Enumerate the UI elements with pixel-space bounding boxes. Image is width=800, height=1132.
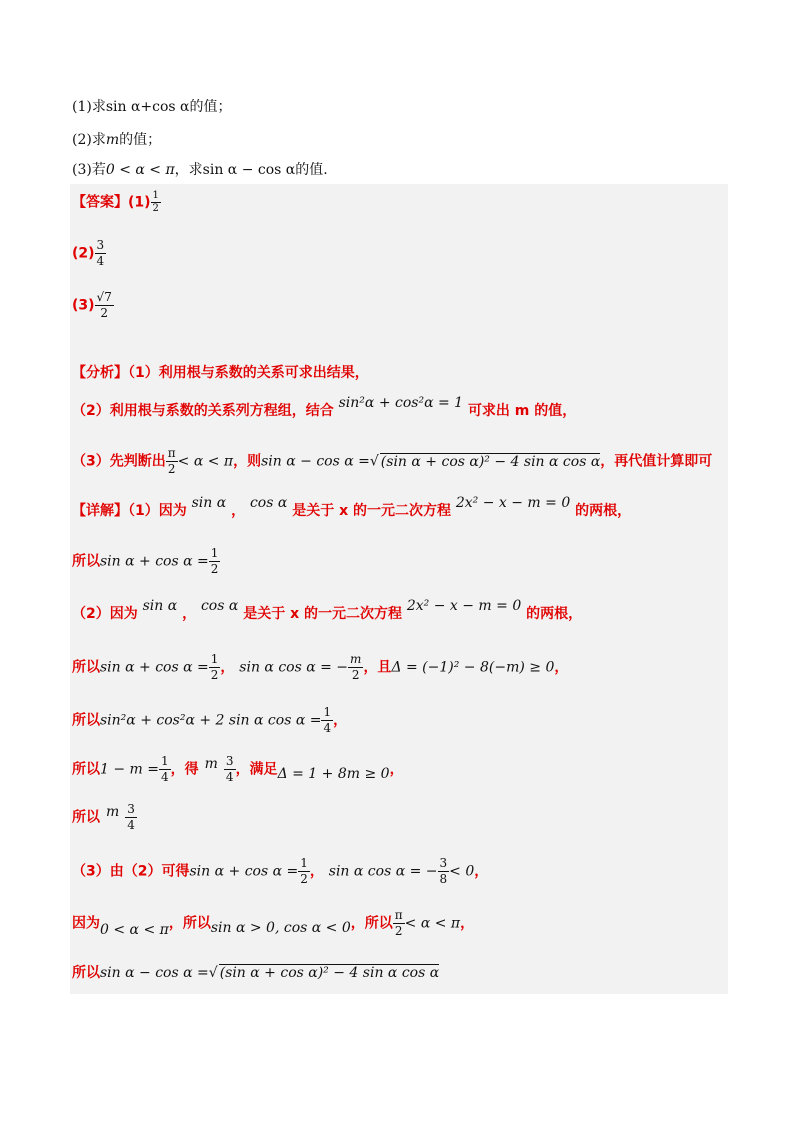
detail-because: 因为 <box>72 915 100 932</box>
q2-variable: m <box>105 132 120 148</box>
detail-s6-sum: sin α + cos α = <box>189 863 299 880</box>
answer-line-3 <box>72 290 114 321</box>
m-half-den: 2 <box>351 668 360 682</box>
detail-s4-get: ，得 <box>170 761 199 778</box>
detail-comma-2: ， <box>554 659 569 676</box>
pi-half-den-2: 2 <box>394 924 403 938</box>
detail-s6-product: sin α cos α = − <box>328 863 438 880</box>
answer-1-den: 2 <box>152 203 159 214</box>
q3-number: (3)若 <box>72 162 106 178</box>
three-eighth-num: 3 <box>439 856 448 870</box>
answer-2-num: 3 <box>96 238 105 252</box>
analysis-line-2 <box>72 395 577 420</box>
half-num-2: 1 <box>210 652 219 666</box>
q1-number: (1)求 <box>72 99 106 115</box>
question-2 <box>72 130 161 150</box>
m-half-fraction <box>348 652 363 683</box>
detail-sin: sin α <box>191 495 227 511</box>
quarter-num: 1 <box>323 705 332 719</box>
analysis-p2-expression: sin²α + cos²α = 1 <box>338 395 464 411</box>
detail-cos: cos α <box>249 495 288 511</box>
q2-tail: 的值； <box>119 132 162 148</box>
detail-comma-5: ， <box>309 863 324 880</box>
answer-3-num: √7 <box>96 290 112 304</box>
detail-comma-4: ， <box>389 761 404 778</box>
quarter-num-2: 1 <box>161 754 169 768</box>
analysis-p3-then: ，则 <box>233 453 262 470</box>
detail-so-6: 所以 <box>72 965 100 981</box>
answer-line-1 <box>72 190 161 215</box>
detail-s4-m: m <box>204 755 218 772</box>
detail-s8-radicand: (sin α + cos α)² − 4 sin α cos α <box>219 965 440 981</box>
three-eighth-den: 8 <box>439 872 448 886</box>
three-eighth-fraction <box>438 856 450 887</box>
analysis-line-3: （3）先判断出 $\frac{\pi}{2}$ < α < π，则sin α − cos α =√ (sin α + cos α)² − 4 sin α cos α，再代值计算即可 <box>72 446 713 476</box>
pi-half-num: π <box>167 446 176 460</box>
pi-half-num-2: π <box>394 908 403 922</box>
detail-s7-signs: sin α > 0, cos α < 0 <box>210 919 351 936</box>
detail-s7-tail: < α < π <box>404 915 461 932</box>
detail-line-2 <box>72 546 220 577</box>
half-fraction <box>209 546 221 577</box>
detail-s8-lhs: sin α − cos α = <box>100 965 209 981</box>
half-den-3: 2 <box>300 872 308 886</box>
pi-half-den: 2 <box>167 462 176 476</box>
detail-d1-a: （1）因为 <box>128 503 187 519</box>
half-den: 2 <box>210 562 219 576</box>
detail-d1-b: 是关于 x 的一元二次方程 <box>292 503 451 519</box>
detail-so-4: 所以 <box>72 761 100 778</box>
detail-s6-tail: < 0 <box>449 863 475 880</box>
analysis-p2-b: 可求出 m 的值， <box>467 403 577 419</box>
detail-tag: 【详解】 <box>72 503 128 519</box>
half-fraction-2 <box>209 652 221 683</box>
q3-condition: 0 < α < π <box>105 162 175 178</box>
detail-sin-2: sin α <box>142 598 178 614</box>
three-quarter-num: 3 <box>225 754 234 768</box>
question-3 <box>72 160 328 180</box>
detail-s1: sin α + cos α = <box>100 553 209 570</box>
answer-line-2 <box>72 238 106 269</box>
detail-d2-b: 是关于 x 的一元二次方程 <box>243 606 402 622</box>
half-den-2: 2 <box>210 668 219 682</box>
detail-sep-2: ， <box>182 606 197 622</box>
detail-s2-delta: Δ = (−1)² − 8(−m) ≥ 0 <box>391 659 555 676</box>
detail-s4-lhs: 1 − m = <box>100 761 159 778</box>
detail-s7-so: ，所以 <box>168 915 211 932</box>
three-quarter-den-2: 4 <box>127 818 135 832</box>
answer-3-label: (3) <box>72 297 95 314</box>
detail-so-3: 所以 <box>72 712 100 729</box>
analysis-p2-a: （2）利用根与系数的关系列方程组，结合 <box>72 403 334 419</box>
three-quarter-den: 4 <box>225 770 234 784</box>
detail-d2-c: 的两根， <box>526 606 583 622</box>
quarter-fraction-2 <box>159 754 171 785</box>
detail-d3-a: （3）由（2）可得 <box>72 863 190 880</box>
answer-1-fraction <box>151 190 161 215</box>
detail-line-1 <box>72 495 632 520</box>
half-num-3: 1 <box>300 856 308 870</box>
question-1 <box>72 97 232 117</box>
detail-line-8 <box>72 856 488 887</box>
detail-comma-6: ， <box>474 863 489 880</box>
analysis-p3-condition: < α < π <box>177 453 234 470</box>
detail-equation: 2x² − x − m = 0 <box>455 495 571 511</box>
quarter-fraction <box>321 705 333 736</box>
detail-s7-condition: 0 < α < π <box>100 921 169 938</box>
detail-line-9 <box>72 908 474 939</box>
detail-comma: ， <box>220 659 235 676</box>
detail-s4-satisfy: ，满足 <box>235 761 278 778</box>
half-fraction-3 <box>298 856 310 887</box>
detail-so-5: 所以 <box>72 809 100 826</box>
analysis-p3-a: （3）先判断出 <box>72 453 166 470</box>
detail-line-10: 所以sin α − cos α =√ (sin α + cos α)² − 4 sin α cos α <box>72 965 440 981</box>
q3-expression: sin α − cos α <box>202 162 296 178</box>
detail-so: 所以 <box>72 553 100 570</box>
detail-s1-2: sin α + cos α = <box>100 659 209 676</box>
answer-2-den: 4 <box>96 254 105 268</box>
analysis-tag: 【分析】 <box>72 365 128 381</box>
detail-comma-7: ， <box>460 915 475 932</box>
q2-number: (2)求 <box>72 132 106 148</box>
answer-2-label: (2) <box>72 245 95 262</box>
detail-line-4 <box>72 652 568 683</box>
analysis-line-1 <box>72 362 369 382</box>
detail-s3: sin²α + cos²α + 2 sin α cos α = <box>100 712 322 729</box>
three-quarter-fraction-2 <box>125 802 137 833</box>
half-num: 1 <box>210 546 219 560</box>
pi-half-fraction-2 <box>393 908 405 939</box>
detail-s4-delta: Δ = 1 + 8m ≥ 0 <box>277 765 390 782</box>
analysis-p3-b: ，再代值计算即可 <box>600 453 713 470</box>
detail-line-7 <box>72 802 137 833</box>
three-quarter-fraction <box>224 754 236 785</box>
detail-equation-2: 2x² − x − m = 0 <box>406 598 522 614</box>
detail-line-5 <box>72 705 347 736</box>
detail-line-3 <box>72 598 583 623</box>
answer-3-fraction <box>95 290 114 321</box>
detail-d2-a: （2）因为 <box>72 606 138 622</box>
detail-line-6 <box>72 754 404 785</box>
pi-half-fraction <box>166 446 178 477</box>
quarter-den: 4 <box>323 721 332 735</box>
q3-tail: 的值. <box>295 162 328 178</box>
detail-s7-so-2: ，所以 <box>350 915 393 932</box>
detail-s2-product: sin α cos α = − <box>239 659 349 676</box>
detail-s2-and: ，且 <box>363 659 392 676</box>
detail-so-2: 所以 <box>72 659 100 676</box>
detail-d1-c: 的两根， <box>575 503 632 519</box>
quarter-den-2: 4 <box>161 770 169 784</box>
m-half-num: m <box>350 652 362 666</box>
analysis-p1: （1）利用根与系数的关系可求出结果， <box>128 365 369 381</box>
q1-tail: 的值； <box>189 99 232 115</box>
analysis-p3-radicand: (sin α + cos α)² − 4 sin α cos α <box>380 453 601 470</box>
q1-expression: sin α+cos α <box>105 99 190 115</box>
detail-sep: ， <box>231 503 246 519</box>
q3-mid: ，求 <box>174 162 203 178</box>
answer-2-fraction <box>95 238 107 269</box>
three-quarter-num-2: 3 <box>127 802 135 816</box>
analysis-p3-lhs: sin α − cos α = <box>261 453 370 470</box>
detail-cos-2: cos α <box>200 598 239 614</box>
answer-tag: 【答案】(1) <box>72 194 151 211</box>
detail-s5-m: m <box>106 803 120 820</box>
answer-1-num: 1 <box>152 190 159 201</box>
answer-3-den: 2 <box>100 306 108 320</box>
detail-comma-3: ， <box>333 712 348 729</box>
